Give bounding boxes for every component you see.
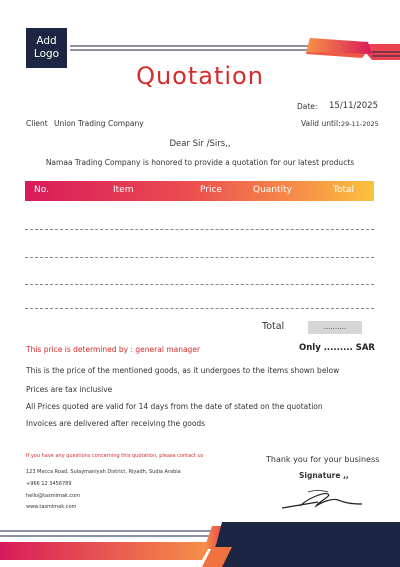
date-value: 15/11/2025: [329, 101, 378, 111]
table-row: [25, 308, 374, 309]
contact-question: If you have any questions concerning this quotation, please contact us: [26, 453, 204, 459]
note-4: Invoices are delivered after receiving the goods: [26, 419, 206, 428]
determined-note: This price is determined by : general manager: [26, 345, 201, 354]
valid-value: 29-11-2025: [341, 119, 379, 128]
client-label: Client: [26, 119, 48, 128]
col-item: Item: [113, 185, 134, 195]
total-label: Total: [262, 321, 285, 332]
note-3: All Prices quoted are valid for 14 days from the date of stated on the quotation: [26, 402, 323, 411]
col-no: No.: [34, 185, 49, 195]
table-row: [25, 229, 374, 230]
contact-phone: +966 12 3456789: [26, 481, 72, 487]
note-1: This is the price of the mentioned goods, as it undergoes to the items shown below: [26, 366, 340, 375]
table-row: [25, 284, 374, 285]
table-row: [25, 257, 374, 258]
client-name: Union Trading Company: [54, 119, 144, 128]
table-header: [25, 181, 374, 201]
amount-in-words: Only ......... SAR: [299, 343, 375, 353]
contact-address: 123 Mecca Road, Sulaymaniyah District, Riyadh, Sudia Arabia: [26, 469, 181, 475]
total-value: ..........: [308, 321, 362, 334]
date-label: Date:: [297, 102, 318, 111]
col-total: Total: [333, 185, 355, 195]
signature-label: Signature ,,: [299, 471, 349, 480]
valid-label: Valid until:: [301, 119, 341, 128]
contact-email: hello@tasmimak.com: [26, 493, 81, 499]
contact-website: www.tasmimak.com: [26, 504, 77, 510]
signature-scribble: [278, 484, 368, 514]
bottom-decoration: [0, 517, 400, 567]
logo-line2: Logo: [33, 48, 60, 60]
page-title: Quotation: [136, 62, 264, 90]
col-price: Price: [200, 185, 222, 195]
col-quantity: Quantity: [253, 185, 292, 195]
note-2: Prices are tax inclusive: [26, 385, 113, 394]
intro-text: Namaa Trading Company is honored to provide a quotation for our latest products: [45, 158, 355, 167]
thanks-text: Thank you for your business: [266, 455, 380, 464]
greeting: Dear Sir /Sirs,,: [169, 139, 231, 149]
logo-line1: Add: [36, 35, 57, 47]
